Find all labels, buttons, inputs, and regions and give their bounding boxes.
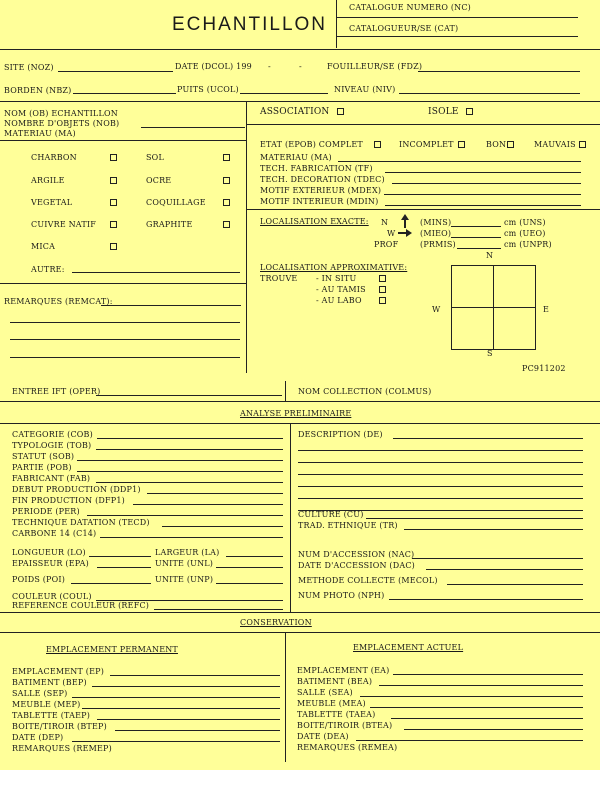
entree-label: ENTREE IFT (OPER) (12, 387, 101, 396)
typologie-field[interactable] (96, 449, 283, 450)
nom-ob-label: NOM (OB) ECHANTILLON (4, 109, 118, 118)
unite-unl-field[interactable] (216, 567, 283, 568)
mieo-label: (MIEO) (420, 229, 452, 238)
fouilleur-field[interactable] (418, 71, 580, 72)
in-situ-checkbox[interactable] (379, 275, 386, 282)
fin-production-field[interactable] (133, 504, 283, 505)
actuel-salle-label: SALLE (SEA) (297, 688, 353, 697)
entree-field[interactable] (96, 395, 282, 396)
num-photo-field[interactable] (389, 599, 583, 600)
actuel-boite-field[interactable] (404, 729, 583, 730)
methode-collecte-field[interactable] (447, 584, 583, 585)
material-sol-label: SOL (146, 153, 164, 162)
actuel-remarques-label: REMARQUES (REMEA) (297, 743, 398, 752)
actuel-tablette-field[interactable] (391, 718, 583, 719)
compass-w-label: W (432, 305, 441, 314)
au-tamis-checkbox[interactable] (379, 286, 386, 293)
description-field[interactable] (393, 438, 583, 439)
remarques-line[interactable] (10, 322, 240, 323)
material-sol-checkbox[interactable] (223, 154, 230, 161)
tech-decoration-field[interactable] (392, 183, 581, 184)
perm-salle-field[interactable] (72, 697, 280, 698)
mauvais-label: MAUVAIS (534, 140, 576, 149)
largeur-label: LARGEUR (LA) (155, 548, 220, 557)
material-charbon-label: CHARBON (31, 153, 77, 162)
etat-incomplet-checkbox[interactable] (458, 141, 465, 148)
actuel-date-label: DATE (DEA) (297, 732, 349, 741)
material-coquillage-label: COQUILLAGE (146, 198, 206, 207)
culture-label: CULTURE (CU) (298, 510, 364, 519)
perm-batiment-field[interactable] (92, 686, 280, 687)
material-ocre-checkbox[interactable] (223, 177, 230, 184)
material-vegetal-checkbox[interactable] (110, 199, 117, 206)
longueur-field[interactable] (89, 556, 151, 557)
autre-field[interactable] (72, 272, 240, 273)
niveau-field[interactable] (399, 93, 580, 94)
fabricant-label: FABRICANT (FAB) (12, 474, 91, 483)
perm-date-label: DATE (DEP) (12, 733, 64, 742)
motif-interieur-label: MOTIF INTERIEUR (MDIN) (260, 197, 379, 206)
material-cuivre-checkbox[interactable] (110, 221, 117, 228)
etat-mauvais-checkbox[interactable] (579, 141, 586, 148)
date-accession-field[interactable] (426, 569, 583, 570)
debut-production-field[interactable] (147, 493, 283, 494)
site-field[interactable] (58, 71, 173, 72)
trad-ethnique-field[interactable] (404, 529, 583, 530)
compass-e-label: E (543, 305, 550, 314)
reference-couleur-label: REFERENCE COULEUR (REFC) (12, 601, 150, 610)
actuel-date-field[interactable] (356, 740, 583, 741)
emplacement-permanent-heading: EMPLACEMENT PERMANENT (46, 645, 178, 654)
unite-unl-label: UNITE (UNL) (155, 559, 214, 568)
compass-s-label: S (487, 349, 493, 358)
loc-w-label: W (387, 229, 396, 238)
remarques-line[interactable] (10, 357, 240, 358)
perm-boite-label: BOITE/TIROIR (BTEP) (12, 722, 107, 731)
conservation-heading: CONSERVATION (240, 618, 312, 627)
in-situ-label: - IN SITU (316, 274, 357, 283)
association-checkbox[interactable] (337, 108, 344, 115)
remarques-label: REMARQUES (REMCAT): (4, 297, 113, 306)
perm-meuble-field[interactable] (82, 708, 280, 709)
unite-unp-label: UNITE (UNP) (155, 575, 214, 584)
perm-date-field[interactable] (72, 741, 280, 742)
periode-label: PERIODE (PER) (12, 507, 80, 516)
arrow-right-icon (398, 229, 412, 237)
incomplet-label: INCOMPLET (399, 140, 454, 149)
prmis-label: (PRMIS) (420, 240, 456, 249)
card-code: PC911202 (522, 364, 566, 373)
loc-n-label: N (381, 218, 389, 227)
remarques-field[interactable] (101, 305, 241, 306)
loc-exacte-heading: LOCALISATION EXACTE: (260, 217, 369, 226)
description-line[interactable] (298, 486, 583, 487)
poids-field[interactable] (71, 583, 151, 584)
largeur-field[interactable] (226, 556, 283, 557)
niveau-label: NIVEAU (NIV) (334, 85, 396, 94)
perm-tablette-field[interactable] (97, 719, 280, 720)
mins-unit: cm (UNS) (504, 218, 546, 227)
prmis-unit: cm (UNPR) (504, 240, 552, 249)
carbone14-label: CARBONE 14 (C14) (12, 529, 97, 538)
categorie-label: CATEGORIE (COB) (12, 430, 93, 439)
loc-prof-label: PROF (374, 240, 399, 249)
prmis-field[interactable] (457, 248, 501, 249)
autre-label: AUTRE: (31, 265, 65, 274)
association-label: ASSOCIATION (260, 107, 330, 117)
statut-field[interactable] (77, 460, 283, 461)
right-materiau-label: MATERIAU (MA) (260, 153, 332, 162)
date-separator: - (268, 62, 271, 71)
unite-unp-field[interactable] (216, 583, 283, 584)
borden-label: BORDEN (NBZ) (4, 86, 72, 95)
loc-approx-heading: LOCALISATION APPROXIMATIVE: (260, 263, 408, 272)
date-separator: - (299, 62, 302, 71)
technique-datation-field[interactable] (162, 526, 283, 527)
emplacement-actuel-heading: EMPLACEMENT ACTUEL (353, 643, 464, 652)
methode-collecte-label: METHODE COLLECTE (MECOL) (298, 576, 438, 585)
culture-field[interactable] (366, 518, 583, 519)
compass-grid[interactable] (451, 265, 536, 350)
etat-bon-checkbox[interactable] (507, 141, 514, 148)
sample-card-back (0, 378, 600, 770)
material-argile-label: ARGILE (31, 176, 65, 185)
material-cuivre-label: CUIVRE NATIF (31, 220, 96, 229)
au-tamis-label: - AU TAMIS (316, 285, 366, 294)
material-graphite-label: GRAPHITE (146, 220, 193, 229)
description-line[interactable] (298, 450, 583, 451)
actuel-tablette-label: TABLETTE (TAEA) (297, 710, 376, 719)
tech-fabrication-field[interactable] (385, 172, 581, 173)
actuel-batiment-label: BATIMENT (BEA) (297, 677, 373, 686)
au-labo-label: - AU LABO (316, 296, 362, 305)
description-line[interactable] (298, 474, 583, 475)
perm-emplacement-label: EMPLACEMENT (EP) (12, 667, 105, 676)
num-accession-field[interactable] (412, 558, 583, 559)
right-materiau-field[interactable] (338, 161, 581, 162)
compass-n-label: N (486, 251, 494, 260)
num-accession-label: NUM D'ACCESSION (NAC) (298, 550, 415, 559)
catalogue-number-label: CATALOGUE NUMERO (NC) (349, 3, 471, 12)
material-coquillage-checkbox[interactable] (223, 199, 230, 206)
actuel-boite-label: BOITE/TIROIR (BTEA) (297, 721, 393, 730)
nombre-objets-label: NOMBRE D'OBJETS (NOB) (4, 119, 120, 128)
perm-meuble-label: MEUBLE (MEP) (12, 700, 81, 709)
puits-label: PUITS (UCOL) (177, 85, 239, 94)
arrow-up-icon (401, 214, 409, 228)
periode-field[interactable] (87, 515, 283, 516)
poids-label: POIDS (POI) (12, 575, 66, 584)
card-title: ECHANTILLON (172, 14, 328, 35)
perm-remarques-label: REMARQUES (REMEP) (12, 744, 112, 753)
perm-batiment-label: BATIMENT (BEP) (12, 678, 87, 687)
partie-field[interactable] (77, 471, 283, 472)
reference-couleur-field[interactable] (154, 609, 283, 610)
material-charbon-checkbox[interactable] (110, 154, 117, 161)
isole-checkbox[interactable] (466, 108, 473, 115)
etat-complet-checkbox[interactable] (374, 141, 381, 148)
perm-salle-label: SALLE (SEP) (12, 689, 68, 698)
au-labo-checkbox[interactable] (379, 297, 386, 304)
borden-field[interactable] (73, 93, 176, 94)
trouve-label: TROUVE (260, 274, 298, 283)
puits-field[interactable] (240, 93, 328, 94)
mins-field[interactable] (451, 226, 501, 227)
tech-decoration-label: TECH. DECORATION (TDEC) (260, 175, 385, 184)
perm-emplacement-field[interactable] (110, 675, 280, 676)
sample-card-front (0, 0, 600, 378)
motif-exterieur-label: MOTIF EXTERIEUR (MDEX) (260, 186, 382, 195)
tech-fabrication-label: TECH. FABRICATION (TF) (260, 164, 373, 173)
material-vegetal-label: VEGETAL (31, 198, 73, 207)
perm-tablette-label: TABLETTE (TAEP) (12, 711, 91, 720)
partie-label: PARTIE (POB) (12, 463, 72, 472)
actuel-emplacement-field[interactable] (393, 674, 583, 675)
longueur-label: LONGUEUR (LO) (12, 548, 86, 557)
remarques-line[interactable] (10, 339, 240, 340)
mins-label: (MINS) (420, 218, 452, 227)
etat-label: ETAT (EPOB) COMPLET (260, 140, 363, 149)
epaisseur-field[interactable] (97, 567, 151, 568)
materiau-label: MATERIAU (MA) (4, 129, 76, 138)
analyse-heading: ANALYSE PRELIMINAIRE (240, 409, 352, 418)
description-line[interactable] (298, 462, 583, 463)
motif-interieur-field[interactable] (385, 205, 581, 206)
epaisseur-label: EPAISSEUR (EPA) (12, 559, 89, 568)
description-line[interactable] (298, 498, 583, 499)
description-label: DESCRIPTION (DE) (298, 430, 383, 439)
site-label: SITE (NOZ) (4, 63, 54, 72)
nom-collection-label: NOM COLLECTION (COLMUS) (298, 387, 432, 396)
statut-label: STATUT (SOB) (12, 452, 75, 461)
technique-datation-label: TECHNIQUE DATATION (TECD) (12, 518, 150, 527)
mieo-field[interactable] (451, 237, 501, 238)
actuel-salle-field[interactable] (360, 696, 583, 697)
num-photo-label: NUM PHOTO (NPH) (298, 591, 385, 600)
fouilleur-label: FOUILLEUR/SE (FDZ) (327, 62, 423, 71)
actuel-meuble-field[interactable] (370, 707, 583, 708)
debut-production-label: DEBUT PRODUCTION (DDP1) (12, 485, 141, 494)
actuel-emplacement-label: EMPLACEMENT (EA) (297, 666, 390, 675)
material-argile-checkbox[interactable] (110, 177, 117, 184)
fin-production-label: FIN PRODUCTION (DFP1) (12, 496, 125, 505)
actuel-meuble-label: MEUBLE (MEA) (297, 699, 366, 708)
isole-label: ISOLE (428, 107, 459, 117)
bon-label: BON (486, 140, 507, 149)
fabricant-field[interactable] (96, 482, 283, 483)
date-accession-label: DATE D'ACCESSION (DAC) (298, 561, 415, 570)
cataloguer-label: CATALOGUEUR/SE (CAT) (349, 24, 459, 33)
trad-ethnique-label: TRAD. ETHNIQUE (TR) (298, 521, 398, 530)
material-graphite-checkbox[interactable] (223, 221, 230, 228)
motif-exterieur-field[interactable] (384, 194, 581, 195)
date-label: DATE (DCOL) 199 (175, 62, 252, 71)
material-mica-label: MICA (31, 242, 56, 251)
material-ocre-label: OCRE (146, 176, 172, 185)
material-mica-checkbox[interactable] (110, 243, 117, 250)
typologie-label: TYPOLOGIE (TOB) (12, 441, 92, 450)
actuel-batiment-field[interactable] (379, 685, 583, 686)
couleur-label: COULEUR (COUL) (12, 592, 92, 601)
carbone14-field[interactable] (100, 537, 283, 538)
mieo-unit: cm (UEO) (504, 229, 546, 238)
perm-boite-field[interactable] (115, 730, 280, 731)
categorie-field[interactable] (97, 438, 283, 439)
